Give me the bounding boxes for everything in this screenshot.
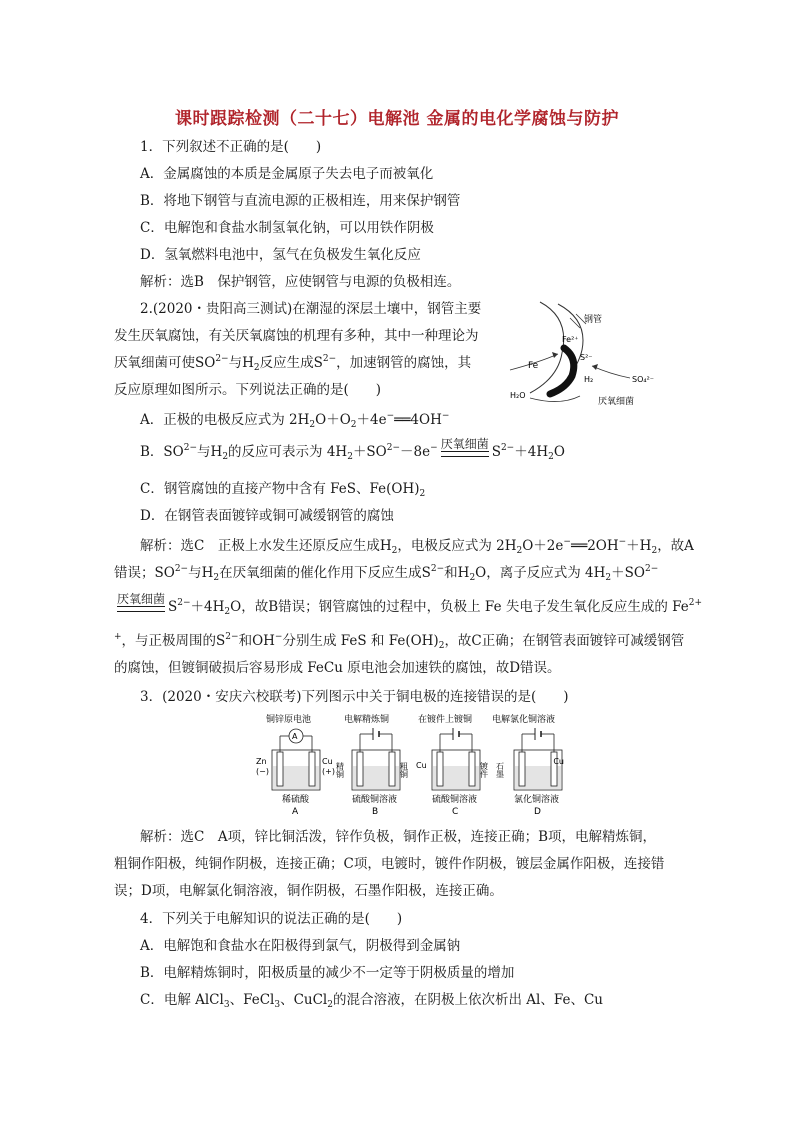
q3-analysis-line2: 粗铜作阳极，纯铜作阴极，连接正确；C项，电镀时，镀件作阴极，镀层金属作阳极，连接错 xyxy=(114,856,665,872)
q4-option-a: A．电解饱和食盐水在阳极得到氯气，阴极得到金属钠 xyxy=(140,938,461,954)
fig-fe2-label: Fe²⁺ xyxy=(562,335,579,344)
cell-a-left-sign: (−) xyxy=(256,767,269,776)
q4-option-b: B．电解精炼铜时，阳极质量的减少不一定等于阴极质量的增加 xyxy=(140,965,515,981)
q4-stem: 4．下列关于电解知识的说法正确的是( ) xyxy=(140,911,403,927)
fig-h2o-label: H₂O xyxy=(510,391,526,400)
cell-d xyxy=(492,713,564,817)
q1-option-b: B．将地下钢管与直流电源的正极相连，用来保护钢管 xyxy=(140,193,461,209)
cell-a-left: Zn xyxy=(256,757,267,766)
page-title: 课时跟踪检测（二十七）电解池 金属的电化学腐蚀与防护 xyxy=(175,109,619,129)
cell-d-solution: 氯化铜溶液 xyxy=(514,795,560,805)
cell-d-right: Cu xyxy=(553,757,564,766)
q2-option-b: B．$SO^{2-}$与$H_2$的反应可表示为 $4H_2+SO^{2-}-8e^-$ 厌氧细菌 $S^{2-}+4H_2O$ xyxy=(140,437,565,462)
q2-stem-line4: 反应原理如图所示。下列说法正确的是( ) xyxy=(114,382,382,398)
q2-option-a: A．正极的电极反应式为 $2H_2O+O_2+4e^-══4OH^-$ xyxy=(140,411,450,430)
cell-b-title: 电解精炼铜 xyxy=(344,715,390,725)
anaerobic-corrosion-figure xyxy=(500,298,680,413)
q3-analysis-line1: 解析：选C A项，锌比铜活泼，锌作负极，铜作正极，连接正确；B项，电解精炼铜， xyxy=(140,829,656,845)
cell-a-title: 铜锌原电池 xyxy=(266,715,312,725)
catalyst-arrow-2: 厌氧细菌 xyxy=(117,593,165,612)
q2-stem-line3: 厌氧细菌可使$SO^{2-}$与$H_2$反应生成$S^{2-}$，加速钢管的腐蚀，其 xyxy=(114,354,472,373)
cell-d-letter: D xyxy=(534,807,541,817)
fig-s2-label: S²⁻ xyxy=(580,353,593,362)
fig-bacteria-label: 厌氧细菌 xyxy=(598,397,635,407)
q4-option-c: C．电解 AlCl$_3$、FeCl$_3$、CuCl$_2$的混合溶液，在阴极上依次析出 Al、Fe、Cu xyxy=(140,992,603,1010)
q1-analysis: 解析：选B 保护钢管，应使钢管与电源的负极相连。 xyxy=(140,274,461,290)
q3-analysis-line3: 误；D项，电解氯化铜溶液，铜作阴极，石墨作阳极，连接正确。 xyxy=(114,883,503,899)
q2-analysis-line3: 厌氧细菌 $S^{2-}+4H_2O$，故B错误；钢管腐蚀的过程中，负极上 Fe 失电子发生氧化反应生成的 $Fe^{2+}$ xyxy=(117,592,703,617)
electrode-cells-figure xyxy=(256,712,568,818)
cell-a-right-sign: (+) xyxy=(322,767,335,776)
cell-c-solution: 硫酸铜溶液 xyxy=(432,795,478,805)
cell-a-right: Cu xyxy=(322,757,333,766)
cell-a-solution: 稀硫酸 xyxy=(282,795,310,805)
cell-a xyxy=(256,713,335,817)
cell-b-right: 粗铜 xyxy=(399,762,409,778)
q2-analysis-line5: 的腐蚀，但镀铜破损后容易形成 FeCu 原电池会加速铁的腐蚀，故D错误。 xyxy=(114,660,561,676)
fig-so4-label: SO₄²⁻ xyxy=(632,375,655,384)
q2-option-c: C．钢管腐蚀的直接产物中含有 FeS、$Fe(OH)_2$ xyxy=(140,481,426,499)
q2-stem-line1: 2.(2020・贵阳高三测试)在潮湿的深层土壤中，钢管主要 xyxy=(140,301,482,317)
q1-stem: 1．下列叙述不正确的是( ) xyxy=(140,139,322,155)
q2-analysis-line2: 错误；$SO^{2-}$与$H_2$在厌氧细菌的催化作用下反应生成$S^{2-}$和$H_2O$，离子反应式为 $4H_2+SO^{2-}$ xyxy=(114,564,659,583)
q2-stem-line2: 发生厌氧腐蚀，有关厌氧腐蚀的机理有多种，其中一种理论为 xyxy=(114,328,479,344)
catalyst-arrow: 厌氧细菌 xyxy=(441,438,489,457)
cell-c xyxy=(416,713,489,817)
q2-analysis-line1: 解析：选C 正极上水发生还原反应生成$H_2$，电极反应式为 $2H_2O+2e^-══2OH^-+H_2$，故A xyxy=(140,537,694,556)
q1-option-a: A．金属腐蚀的本质是金属原子失去电子而被氧化 xyxy=(140,166,434,182)
cell-a-letter: A xyxy=(292,807,299,817)
cell-c-left: Cu xyxy=(416,761,427,770)
cell-b-left: 精铜 xyxy=(335,762,345,778)
cell-b-solution: 硫酸铜溶液 xyxy=(352,795,398,805)
svg-text:A: A xyxy=(292,732,298,741)
cell-d-left: 石墨 xyxy=(495,762,505,778)
fig-h2-label: H₂ xyxy=(584,375,594,384)
cell-c-letter: C xyxy=(452,807,459,817)
cell-d-title: 电解氯化铜溶液 xyxy=(492,715,556,725)
q2-analysis-line4: +，与正极周围的$S^{2-}$和OH−分别生成 FeS 和 $Fe(OH)_2$，故C正确；在钢管表面镀锌可减缓钢管 xyxy=(114,632,685,651)
cell-b-letter: B xyxy=(372,807,379,817)
q1-option-c: C．电解饱和食盐水制氢氧化钠，可以用铁作阴极 xyxy=(140,220,434,236)
cell-c-right: 镀件 xyxy=(479,762,489,778)
q1-option-d: D．氢氧燃料电池中，氢气在负极发生氧化反应 xyxy=(140,247,421,263)
q3-stem: 3．(2020・安庆六校联考)下列图示中关于铜电极的连接错误的是( ) xyxy=(140,689,569,705)
cell-c-title: 在镀件上镀铜 xyxy=(418,715,473,725)
fig-fe-label: Fe xyxy=(528,361,539,371)
fig-pipe-label: 钢管 xyxy=(584,315,603,325)
cell-b xyxy=(336,713,409,817)
q2-option-d: D．在钢管表面镀锌或铜可减缓钢管的腐蚀 xyxy=(140,508,394,524)
